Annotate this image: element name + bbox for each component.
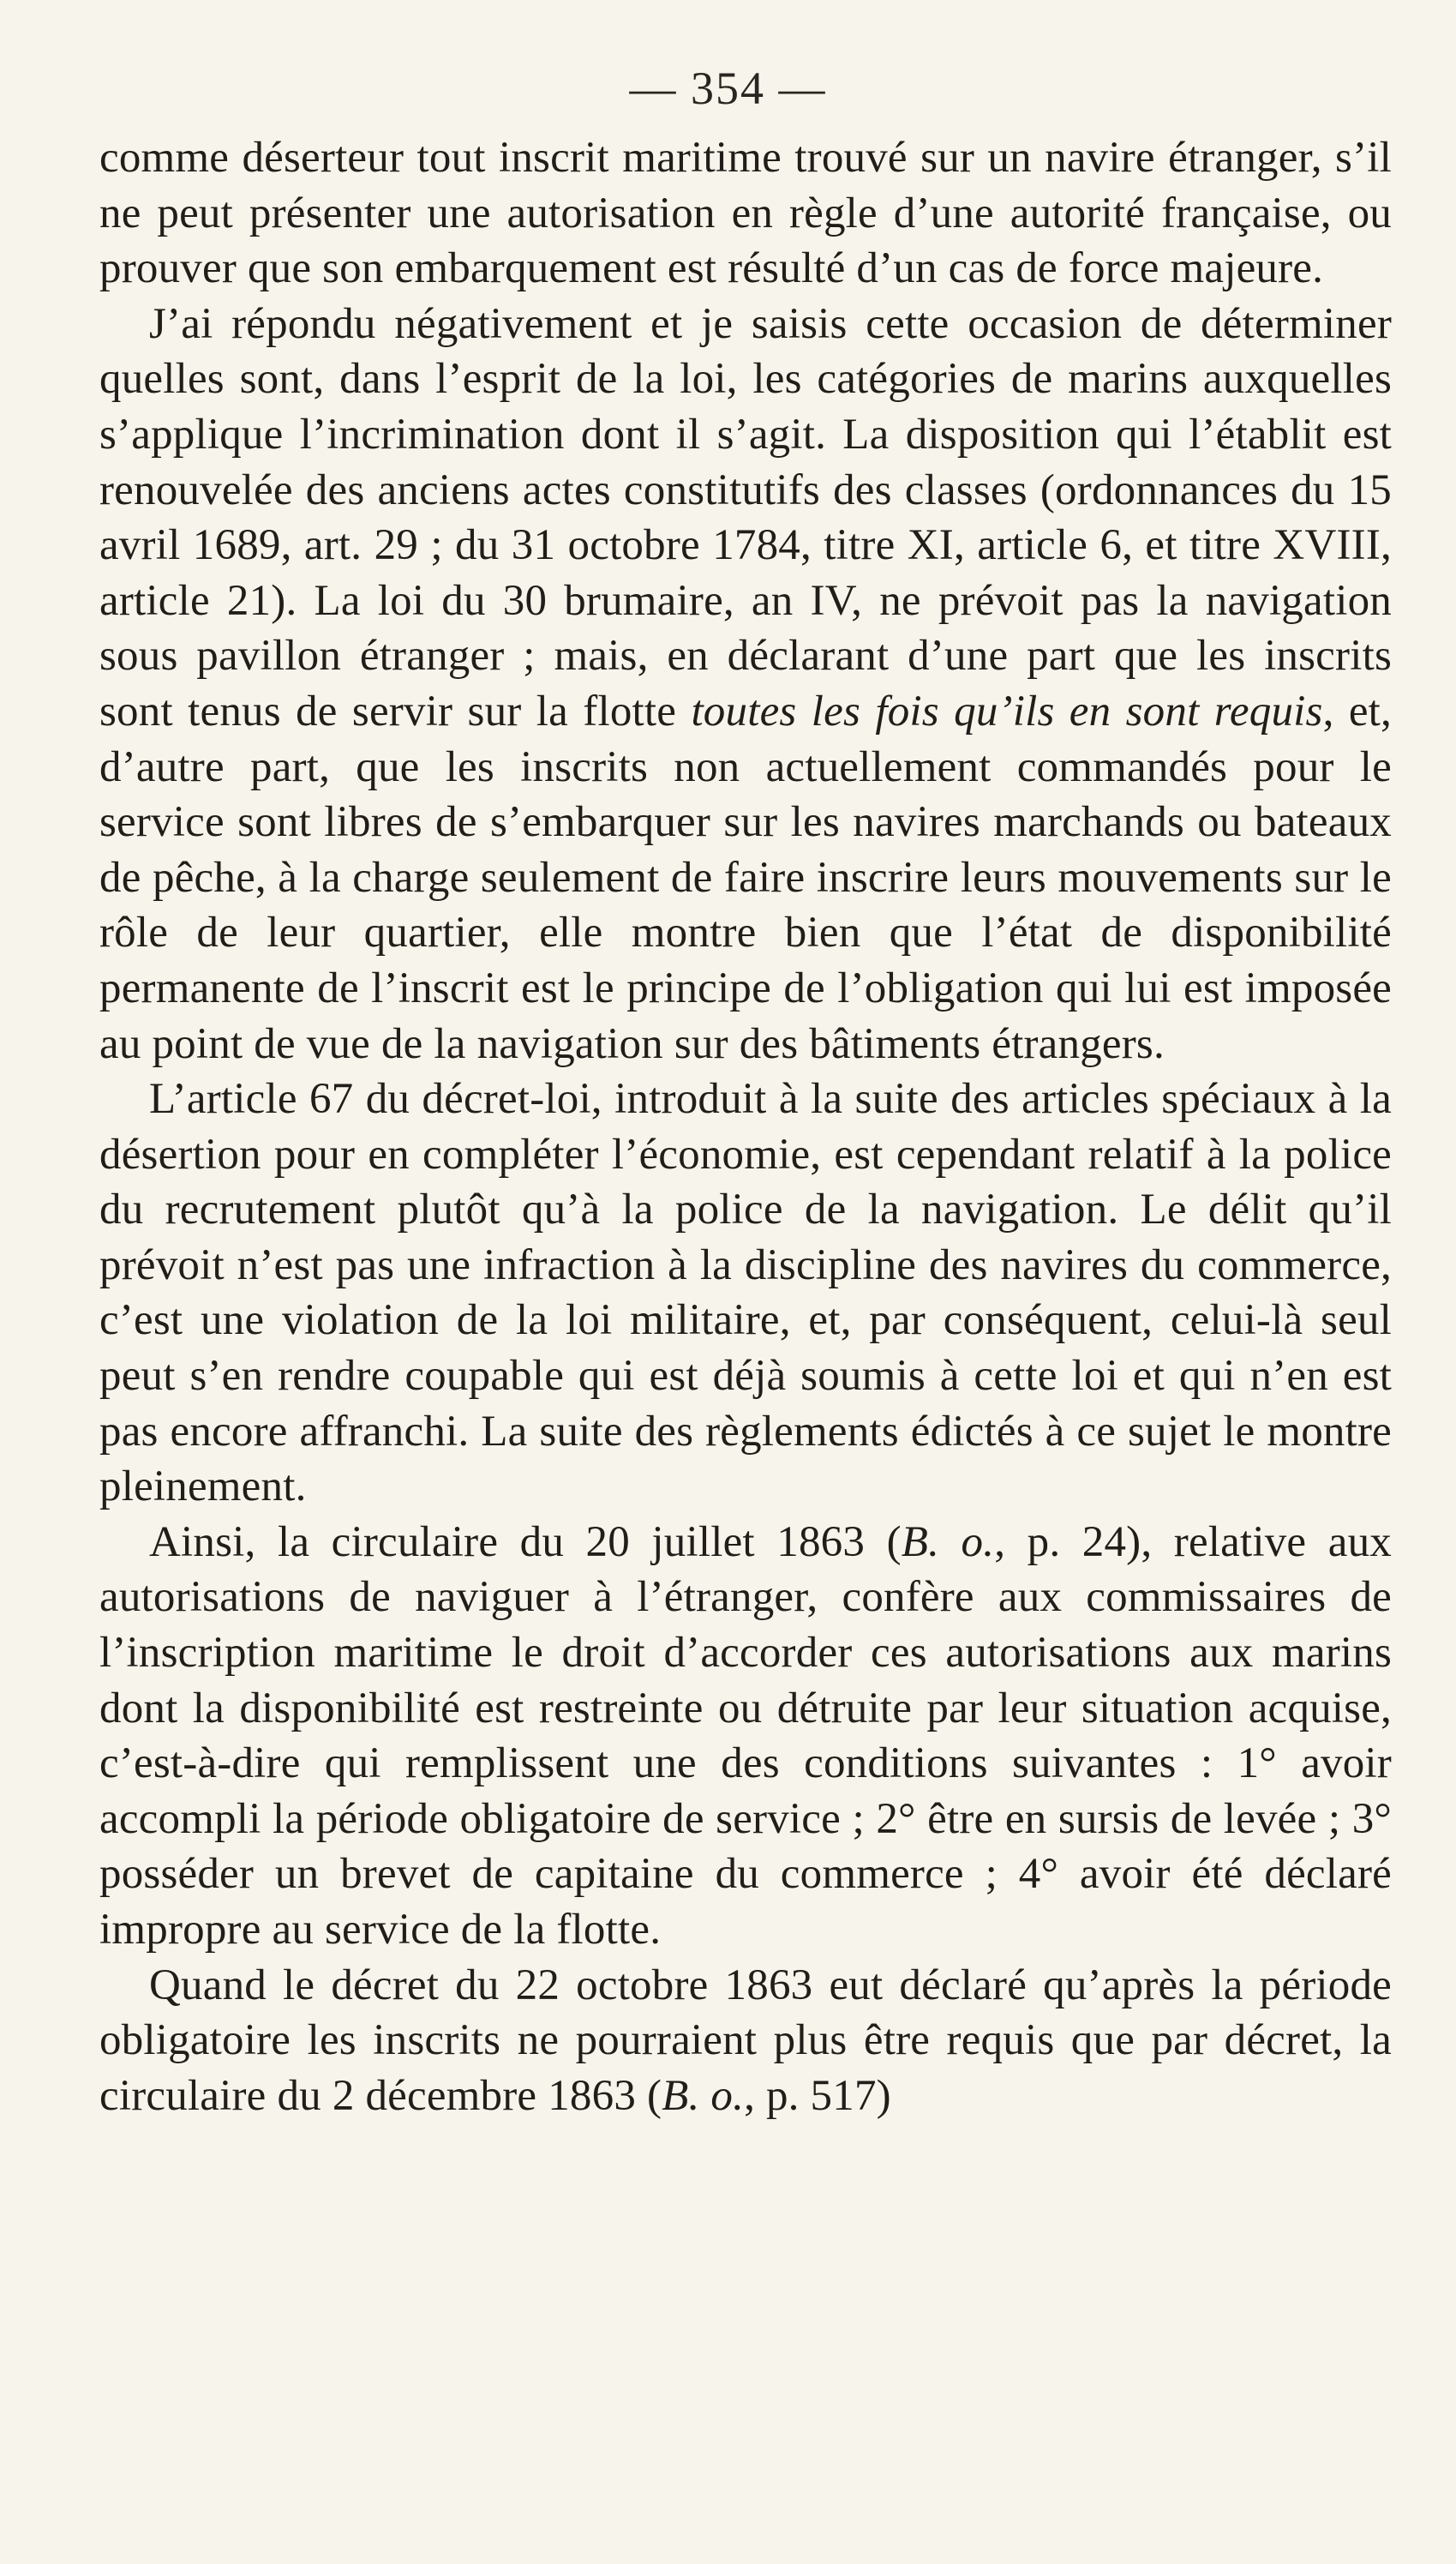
body-text [99, 130, 1392, 2123]
paragraph-decret-22-octobre [99, 1958, 1392, 2124]
text-segment: , p. 517) [744, 2071, 891, 2120]
italic-text-segment: toutes les fois qu’ils en sont requis [691, 687, 1323, 736]
page-number: — 354 — [629, 63, 827, 114]
text-segment: , et, d’autre part, que les inscrits non actuellement commandés pour le service sont libres de s’embarquer sur les navires marchands ou bateaux de pêche, à la charge seulement de faire inscrire leurs mouvements sur le rôle de leur quartier, elle montre bien que l’état de disponibilité permanente de l’inscrit est le principe de l’obligation qui lui est imposée au point de vue de la navigation sur des bâtiments étrangers. [99, 687, 1392, 1068]
paragraph-continuation [99, 130, 1392, 297]
text-segment: Quand le décret du 22 octobre 1863 eut déclaré qu’après la période obligatoire les inscrits ne pourraient plus être requis que par décret, la circulaire du 2 décembre 1863 ( [99, 1961, 1392, 2120]
italic-text-segment: B. o. [901, 1517, 995, 1566]
text-segment: L’article 67 du décret-loi, introduit à la suite des articles spéciaux à la désertion pour en compléter l’économie, est cependant relatif à la police du recrutement plutôt qu’à la police de la navigation. Le délit qu’il prévoit n’est pas une infraction à la discipline des navires du commerce, c’est une violation de la loi militaire, et, par conséquent, celui-là seul peut s’en rendre coupable qui est déjà soumis à cette loi et qui n’en est pas encore affranchi. La suite des règlements édictés à ce sujet le montre pleinement. [99, 1075, 1392, 1511]
text-segment: comme déserteur tout inscrit maritime trouvé sur un navire étranger, s’il ne peut présenter une autorisation en règle d’une autorité française, ou prouver que son embarquement est résulté d’un cas de force majeure. [99, 134, 1392, 293]
paragraph-article-67 [99, 1072, 1392, 1515]
paragraph-circulaire-1863 [99, 1515, 1392, 1958]
italic-text-segment: B. o. [662, 2071, 745, 2120]
text-segment: Ainsi, la circulaire du 20 juillet 1863 ( [149, 1517, 902, 1566]
paragraph-response [99, 297, 1392, 1072]
text-segment: , p. 24), relative aux autorisations de naviguer à l’étranger, confère aux commissaires de l’inscription maritime le droit d’accorder ces autorisations aux marins dont la disponibilité est restreinte ou détruite par leur situation acquise, c’est-à-dire qui remplissent une des conditions suivantes : 1° avoir accompli la période obligatoire de service ; 2° être en sursis de levée ; 3° posséder un brevet de capitaine du commerce ; 4° avoir été déclaré impropre au service de la flotte. [99, 1517, 1392, 1954]
text-segment: J’ai répondu négativement et je saisis cette occasion de déterminer quelles sont, dans l’esprit de la loi, les catégories de marins auxquelles s’applique l’incrimination dont il s’agit. La disposition qui l’établit est renouvelée des anciens actes constitutifs des classes (ordonnances du 15 avril 1689, art. 29 ; du 31 octobre 1784, titre XI, article 6, et titre XVIII, article 21). La loi du 30 brumaire, an IV, ne prévoit pas la navigation sous pavillon étranger ; mais, en déclarant d’une part que les inscrits sont tenus de servir sur la flotte [99, 299, 1392, 736]
